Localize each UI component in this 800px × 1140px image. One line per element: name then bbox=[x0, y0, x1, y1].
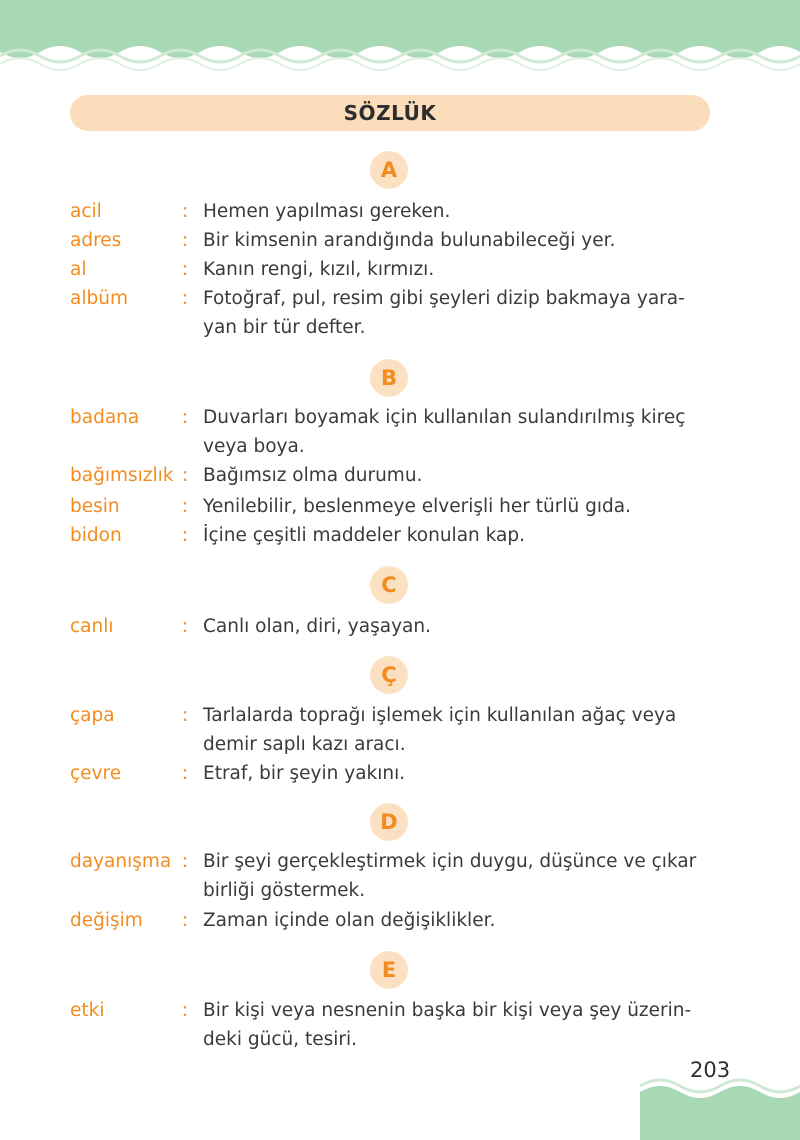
entry-word: acil bbox=[70, 201, 102, 222]
entry-colon: : bbox=[182, 763, 189, 784]
letter-badge-a bbox=[370, 151, 408, 189]
entry-word: çevre bbox=[70, 763, 122, 784]
page-number: 203 bbox=[690, 1058, 731, 1082]
entry-colon: : bbox=[182, 230, 189, 251]
page-title: SÖZLÜK bbox=[343, 101, 437, 125]
entry-word: değişim bbox=[70, 910, 143, 931]
dictionary-entry bbox=[70, 461, 720, 490]
entry-colon: : bbox=[182, 616, 189, 637]
dictionary-entry bbox=[70, 996, 720, 1054]
entry-word: etki bbox=[70, 1000, 105, 1021]
top-wave-decoration bbox=[0, 0, 800, 80]
section-letter: Ç bbox=[381, 663, 397, 687]
entry-colon: : bbox=[182, 1000, 189, 1021]
dictionary-entry bbox=[70, 403, 720, 461]
entry-definition: Etraf, bir şeyin yakını. bbox=[203, 763, 406, 784]
section-letter: A bbox=[380, 158, 398, 182]
entry-colon: : bbox=[182, 525, 189, 546]
section-letter: B bbox=[380, 366, 397, 390]
entry-definition: Kanın rengi, kızıl, kırmızı. bbox=[203, 259, 435, 280]
entry-colon: : bbox=[182, 201, 189, 222]
title-bar bbox=[70, 95, 710, 131]
dictionary-entry bbox=[70, 847, 720, 905]
dictionary-entry bbox=[70, 492, 720, 521]
section-letter: E bbox=[381, 958, 397, 982]
entry-colon: : bbox=[182, 851, 189, 872]
section-letter: C bbox=[381, 573, 397, 597]
dictionary-entry bbox=[70, 284, 720, 342]
dictionary-entry bbox=[70, 612, 720, 641]
dictionary-entry bbox=[70, 197, 720, 226]
letter-badge-c bbox=[370, 566, 408, 604]
entry-definition: Hemen yapılması gereken. bbox=[203, 201, 451, 222]
entry-definition: Zaman içinde olan değişiklikler. bbox=[203, 910, 496, 931]
entry-colon: : bbox=[182, 407, 189, 428]
entry-definition: Bir kişi veya nesnenin başka bir kişi veya şey üzerin- deki gücü, tesiri. bbox=[203, 1000, 692, 1050]
entry-definition: Canlı olan, diri, yaşayan. bbox=[203, 616, 431, 637]
dictionary-entry bbox=[70, 759, 720, 788]
entry-colon: : bbox=[182, 259, 189, 280]
entry-word: badana bbox=[70, 407, 140, 428]
entry-word: adres bbox=[70, 230, 122, 251]
entry-word: al bbox=[70, 259, 87, 280]
letter-badge-e bbox=[370, 951, 408, 989]
entry-word: dayanışma bbox=[70, 851, 172, 872]
dictionary-entry bbox=[70, 701, 720, 759]
entry-colon: : bbox=[182, 496, 189, 517]
entry-word: canlı bbox=[70, 616, 114, 637]
entry-definition: Duvarları boyamak için kullanılan sulandırılmış kireç veya boya. bbox=[203, 407, 686, 457]
entry-definition: Bir kimsenin arandığında bulunabileceği yer. bbox=[203, 230, 616, 251]
entry-definition: Yenilebilir, beslenmeye elverişli her türlü gıda. bbox=[203, 496, 631, 517]
dictionary-entry bbox=[70, 226, 720, 255]
letter-badge-d bbox=[370, 803, 408, 841]
entry-word: albüm bbox=[70, 288, 128, 309]
entry-colon: : bbox=[182, 288, 189, 309]
section-letter: D bbox=[380, 810, 398, 834]
entry-definition: Fotoğraf, pul, resim gibi şeyleri dizip bakmaya yara- yan bir tür defter. bbox=[203, 288, 685, 338]
entry-definition: İçine çeşitli maddeler konulan kap. bbox=[203, 525, 525, 546]
entry-colon: : bbox=[182, 465, 189, 486]
entry-definition: Bir şeyi gerçekleştirmek için duygu, düşünce ve çıkar birliği göstermek. bbox=[203, 851, 697, 901]
letter-badge-c-cedilla bbox=[370, 656, 408, 694]
entry-word: bidon bbox=[70, 525, 122, 546]
letter-badge-b bbox=[370, 359, 408, 397]
dictionary-entry bbox=[70, 521, 720, 550]
dictionary-entry bbox=[70, 906, 720, 935]
entry-word: bağımsızlık bbox=[70, 465, 174, 486]
entry-definition: Tarlalarda toprağı işlemek için kullanılan ağaç veya demir saplı kazı aracı. bbox=[203, 705, 677, 755]
entry-colon: : bbox=[182, 705, 189, 726]
entry-word: besin bbox=[70, 496, 120, 517]
entry-definition: Bağımsız olma durumu. bbox=[203, 465, 423, 486]
entry-colon: : bbox=[182, 910, 189, 931]
entry-word: çapa bbox=[70, 705, 115, 726]
dictionary-entry bbox=[70, 255, 720, 284]
